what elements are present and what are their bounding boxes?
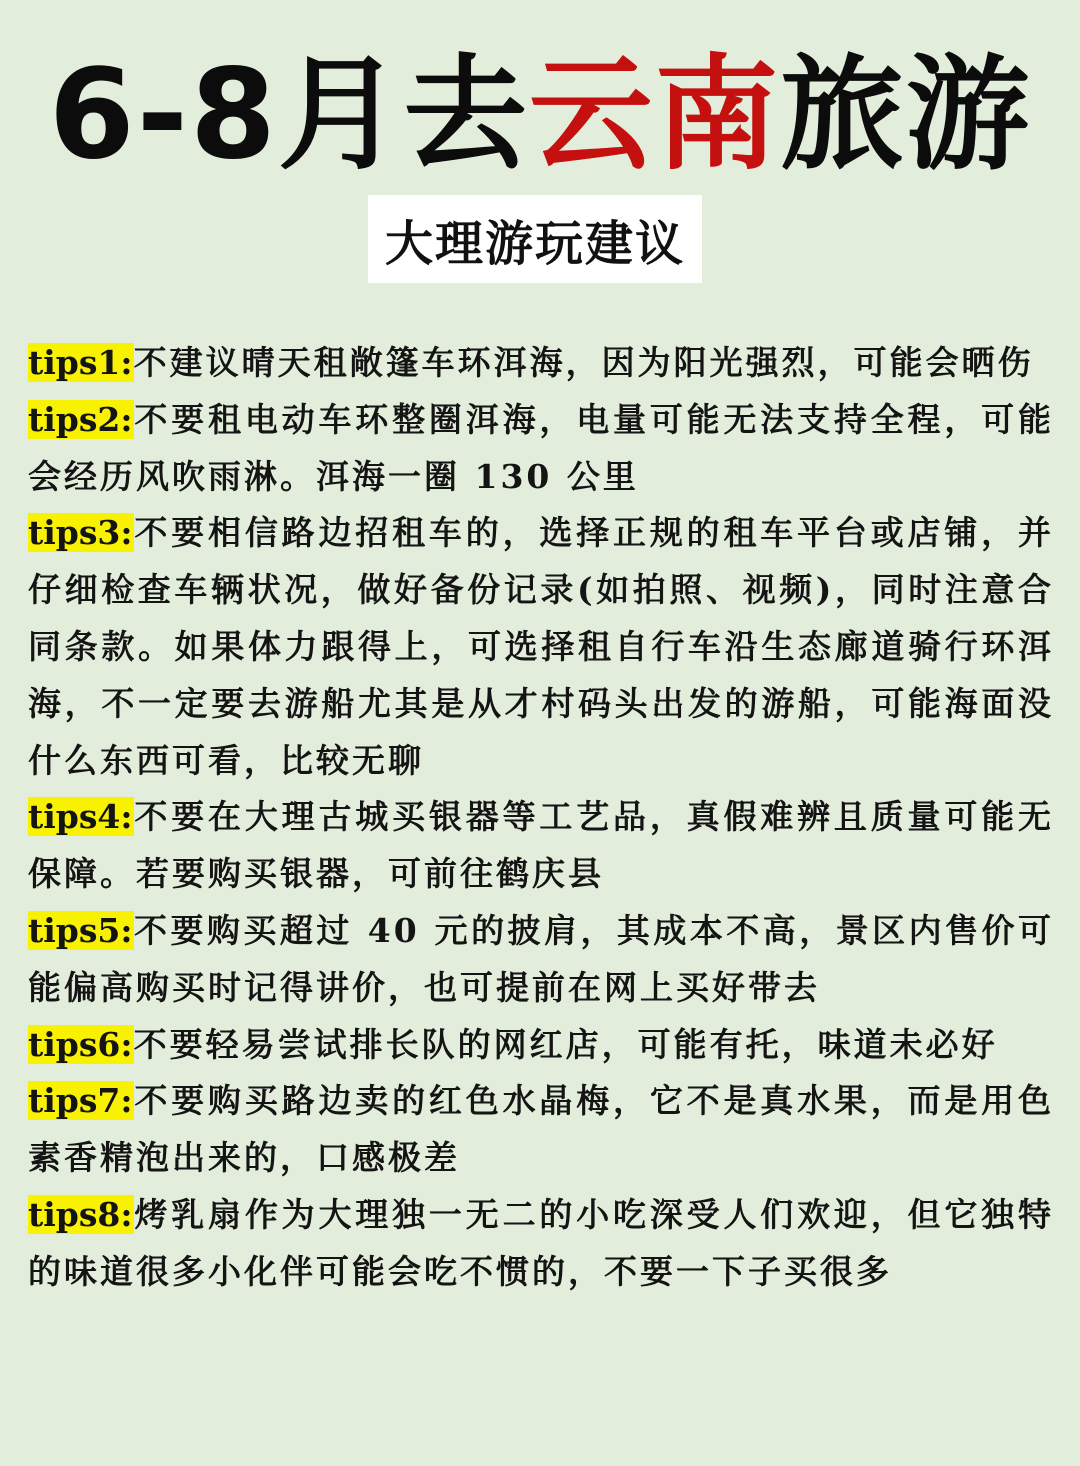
tip-text: 不要租电动车环整圈洱海，电量可能无法支持全程，可能会经历风吹雨淋。洱海一圈 130 公里 [28,399,1054,496]
tip-label: tips6: [28,1024,133,1064]
tip-3 [28,505,1054,789]
tip-4 [28,789,1054,903]
tips-list [28,335,1054,1301]
tip-5 [28,903,1054,1017]
tip-text: 不要购买超过 40 元的披肩，其成本不高，景区内售价可能偏高购买时记得讲价，也可提前在网上买好带去 [28,910,1054,1007]
tip-7 [28,1073,1054,1187]
tip-label: tips8: [28,1194,133,1234]
tip-6 [28,1017,1054,1074]
tip-text: 不建议晴天租敞篷车环洱海，因为阳光强烈，可能会晒伤 [133,343,1034,382]
tip-label: tips1: [28,343,133,382]
tip-text: 不要在大理古城买银器等工艺品，真假难辨且质量可能无保障。若要购买银器，可前往鹤庆县 [28,797,1054,894]
tip-2 [28,392,1054,506]
tip-label: tips2: [28,399,133,439]
title-part-2: 旅游 [780,43,1032,187]
tip-8 [28,1187,1054,1301]
tip-label: tips4: [28,797,133,837]
subtitle-box [368,195,702,283]
subtitle: 大理游玩建议 [384,215,685,272]
tip-label: tips3: [28,513,133,553]
title-accent: 云南 [529,43,781,187]
tip-label: tips5: [28,910,133,950]
tip-text: 烤乳扇作为大理独一无二的小吃深受人们欢迎，但它独特的味道很多小化伴可能会吃不惯的，不要一下子买很多 [28,1194,1054,1291]
tip-text: 不要相信路边招租车的，选择正规的租车平台或店铺，并仔细检查车辆状况，做好备份记录(如拍照、视频)，同时注意合同条款。如果体力跟得上，可选择租自行车沿生态廊道骑行环洱海，不一定要去游船尤其是从才村码头出发的游船，可能海面没什么东西可看，比较无聊 [28,513,1054,780]
tip-text: 不要轻易尝试排长队的网红店，可能有托，味道未必好 [133,1024,998,1064]
page-title [0,40,1080,190]
tip-1 [28,335,1054,392]
title-part-1: 6-8月去 [48,43,530,187]
tip-text: 不要购买路边卖的红色水晶梅，它不是真水果，而是用色素香精泡出来的，口感极差 [28,1081,1054,1178]
tip-label: tips7: [28,1081,133,1121]
